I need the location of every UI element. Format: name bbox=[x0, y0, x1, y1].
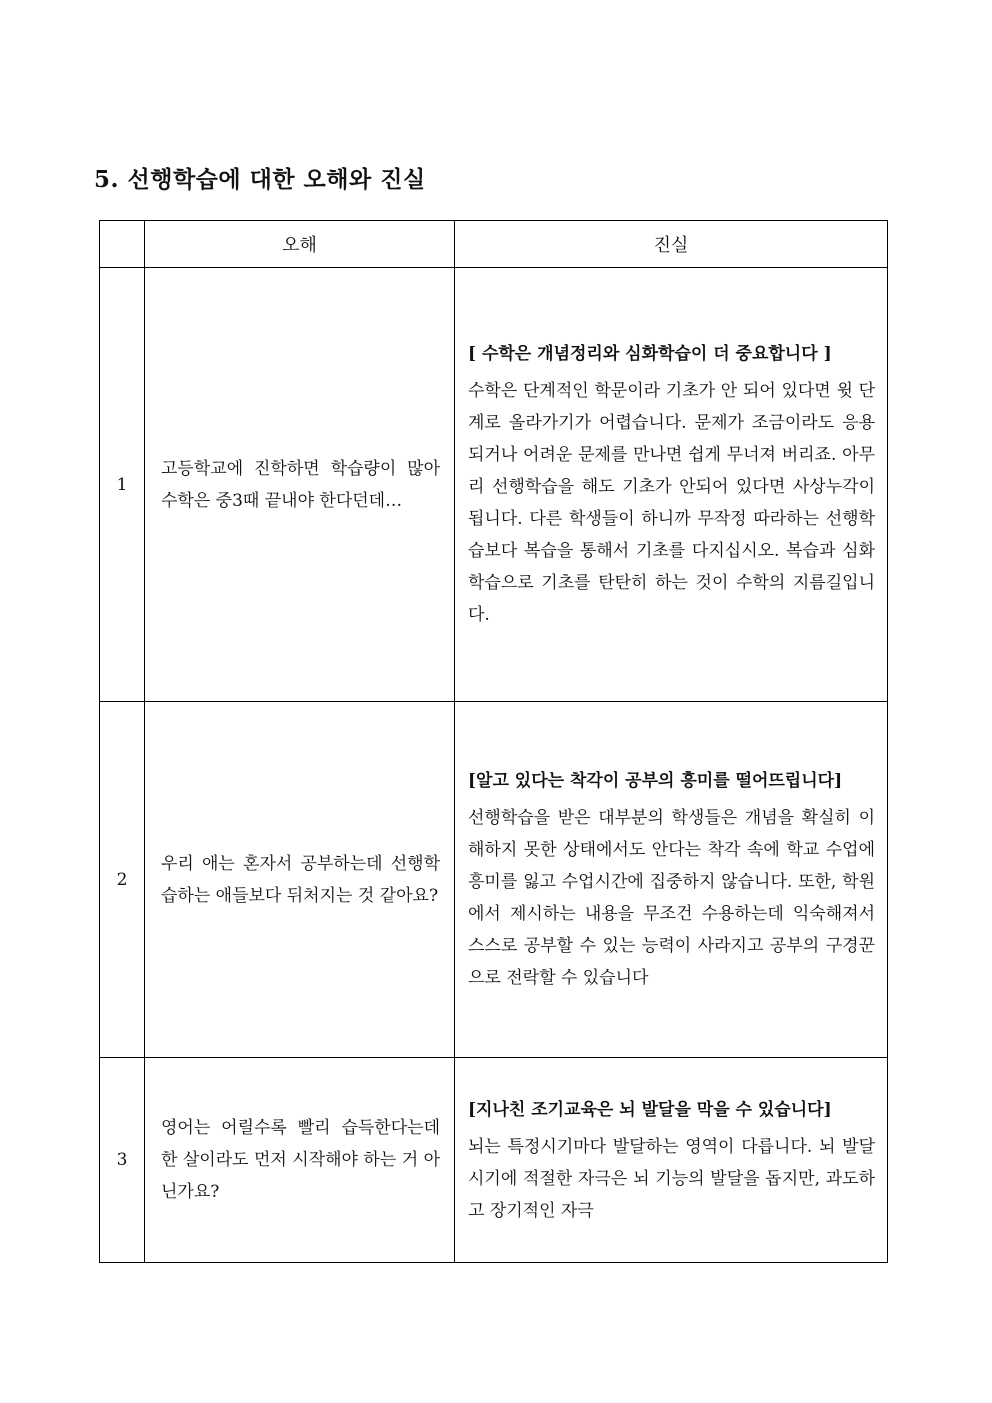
truth-cell bbox=[455, 1058, 888, 1263]
table-row bbox=[100, 1058, 888, 1263]
truth-body: 수학은 단계적인 학문이라 기초가 안 되어 있다면 윗 단계로 올라가기가 어렵습니다. 문제가 조금이라도 응용되거나 어려운 문제를 만나면 쉽게 무너져 버리죠. 아무리 선행학습을 해도 기초가 안되어 있다면 사상누각이 됩니다. 다른 학생들이 하니까 무작정 따라하는 선행학습보다 복습을 통해서 기초를 다지십시오. 복습과 심화학습으로 기초를 탄탄히 하는 것이 수학의 지름길입니다. bbox=[468, 381, 875, 625]
truth-cell bbox=[455, 702, 888, 1058]
truth-body: 뇌는 특정시기마다 발달하는 영역이 다릅니다. 뇌 발달 시기에 적절한 자극은 뇌 기능의 발달을 돕지만, 과도하고 장기적인 자극 bbox=[468, 1136, 875, 1221]
table-header-row bbox=[100, 221, 888, 268]
myth-truth-table bbox=[99, 220, 888, 1263]
truth-cell bbox=[455, 268, 888, 702]
page-title: 5. 선행학습에 대한 오해와 진실 bbox=[94, 166, 426, 193]
myth-cell: 영어는 어릴수록 빨리 습득한다는데 한 살이라도 먼저 시작해야 하는 거 아닌가요? bbox=[145, 1058, 455, 1263]
table-row bbox=[100, 268, 888, 702]
row-number: 3 bbox=[100, 1058, 145, 1263]
truth-heading: [지나친 조기교육은 뇌 발달을 막을 수 있습니다] bbox=[468, 1099, 832, 1120]
truth-body: 선행학습을 받은 대부분의 학생들은 개념을 확실히 이해하지 못한 상태에서도 안다는 착각 속에 학교 수업에 흥미를 잃고 수업시간에 집중하지 않습니다. 또한, 학원에서 제시하는 내용을 무조건 수용하는데 익숙해져서 스스로 공부할 수 있는 능력이 사라지고 공부의 구경꾼으로 전락할 수 있습니다 bbox=[468, 808, 875, 988]
myth-cell: 우리 애는 혼자서 공부하는데 선행학습하는 애들보다 뒤처지는 것 같아요? bbox=[145, 702, 455, 1058]
header-number bbox=[100, 221, 145, 268]
row-number: 2 bbox=[100, 702, 145, 1058]
table-row bbox=[100, 702, 888, 1058]
row-number: 1 bbox=[100, 268, 145, 702]
myth-cell: 고등학교에 진학하면 학습량이 많아 수학은 중3때 끝내야 한다던데… bbox=[145, 268, 455, 702]
truth-heading: [알고 있다는 착각이 공부의 흥미를 떨어뜨립니다] bbox=[468, 771, 843, 791]
truth-heading: [ 수학은 개념정리와 심화학습이 더 중요합니다 ] bbox=[468, 344, 832, 364]
header-truth: 진실 bbox=[455, 221, 888, 268]
header-myth: 오해 bbox=[145, 221, 455, 268]
